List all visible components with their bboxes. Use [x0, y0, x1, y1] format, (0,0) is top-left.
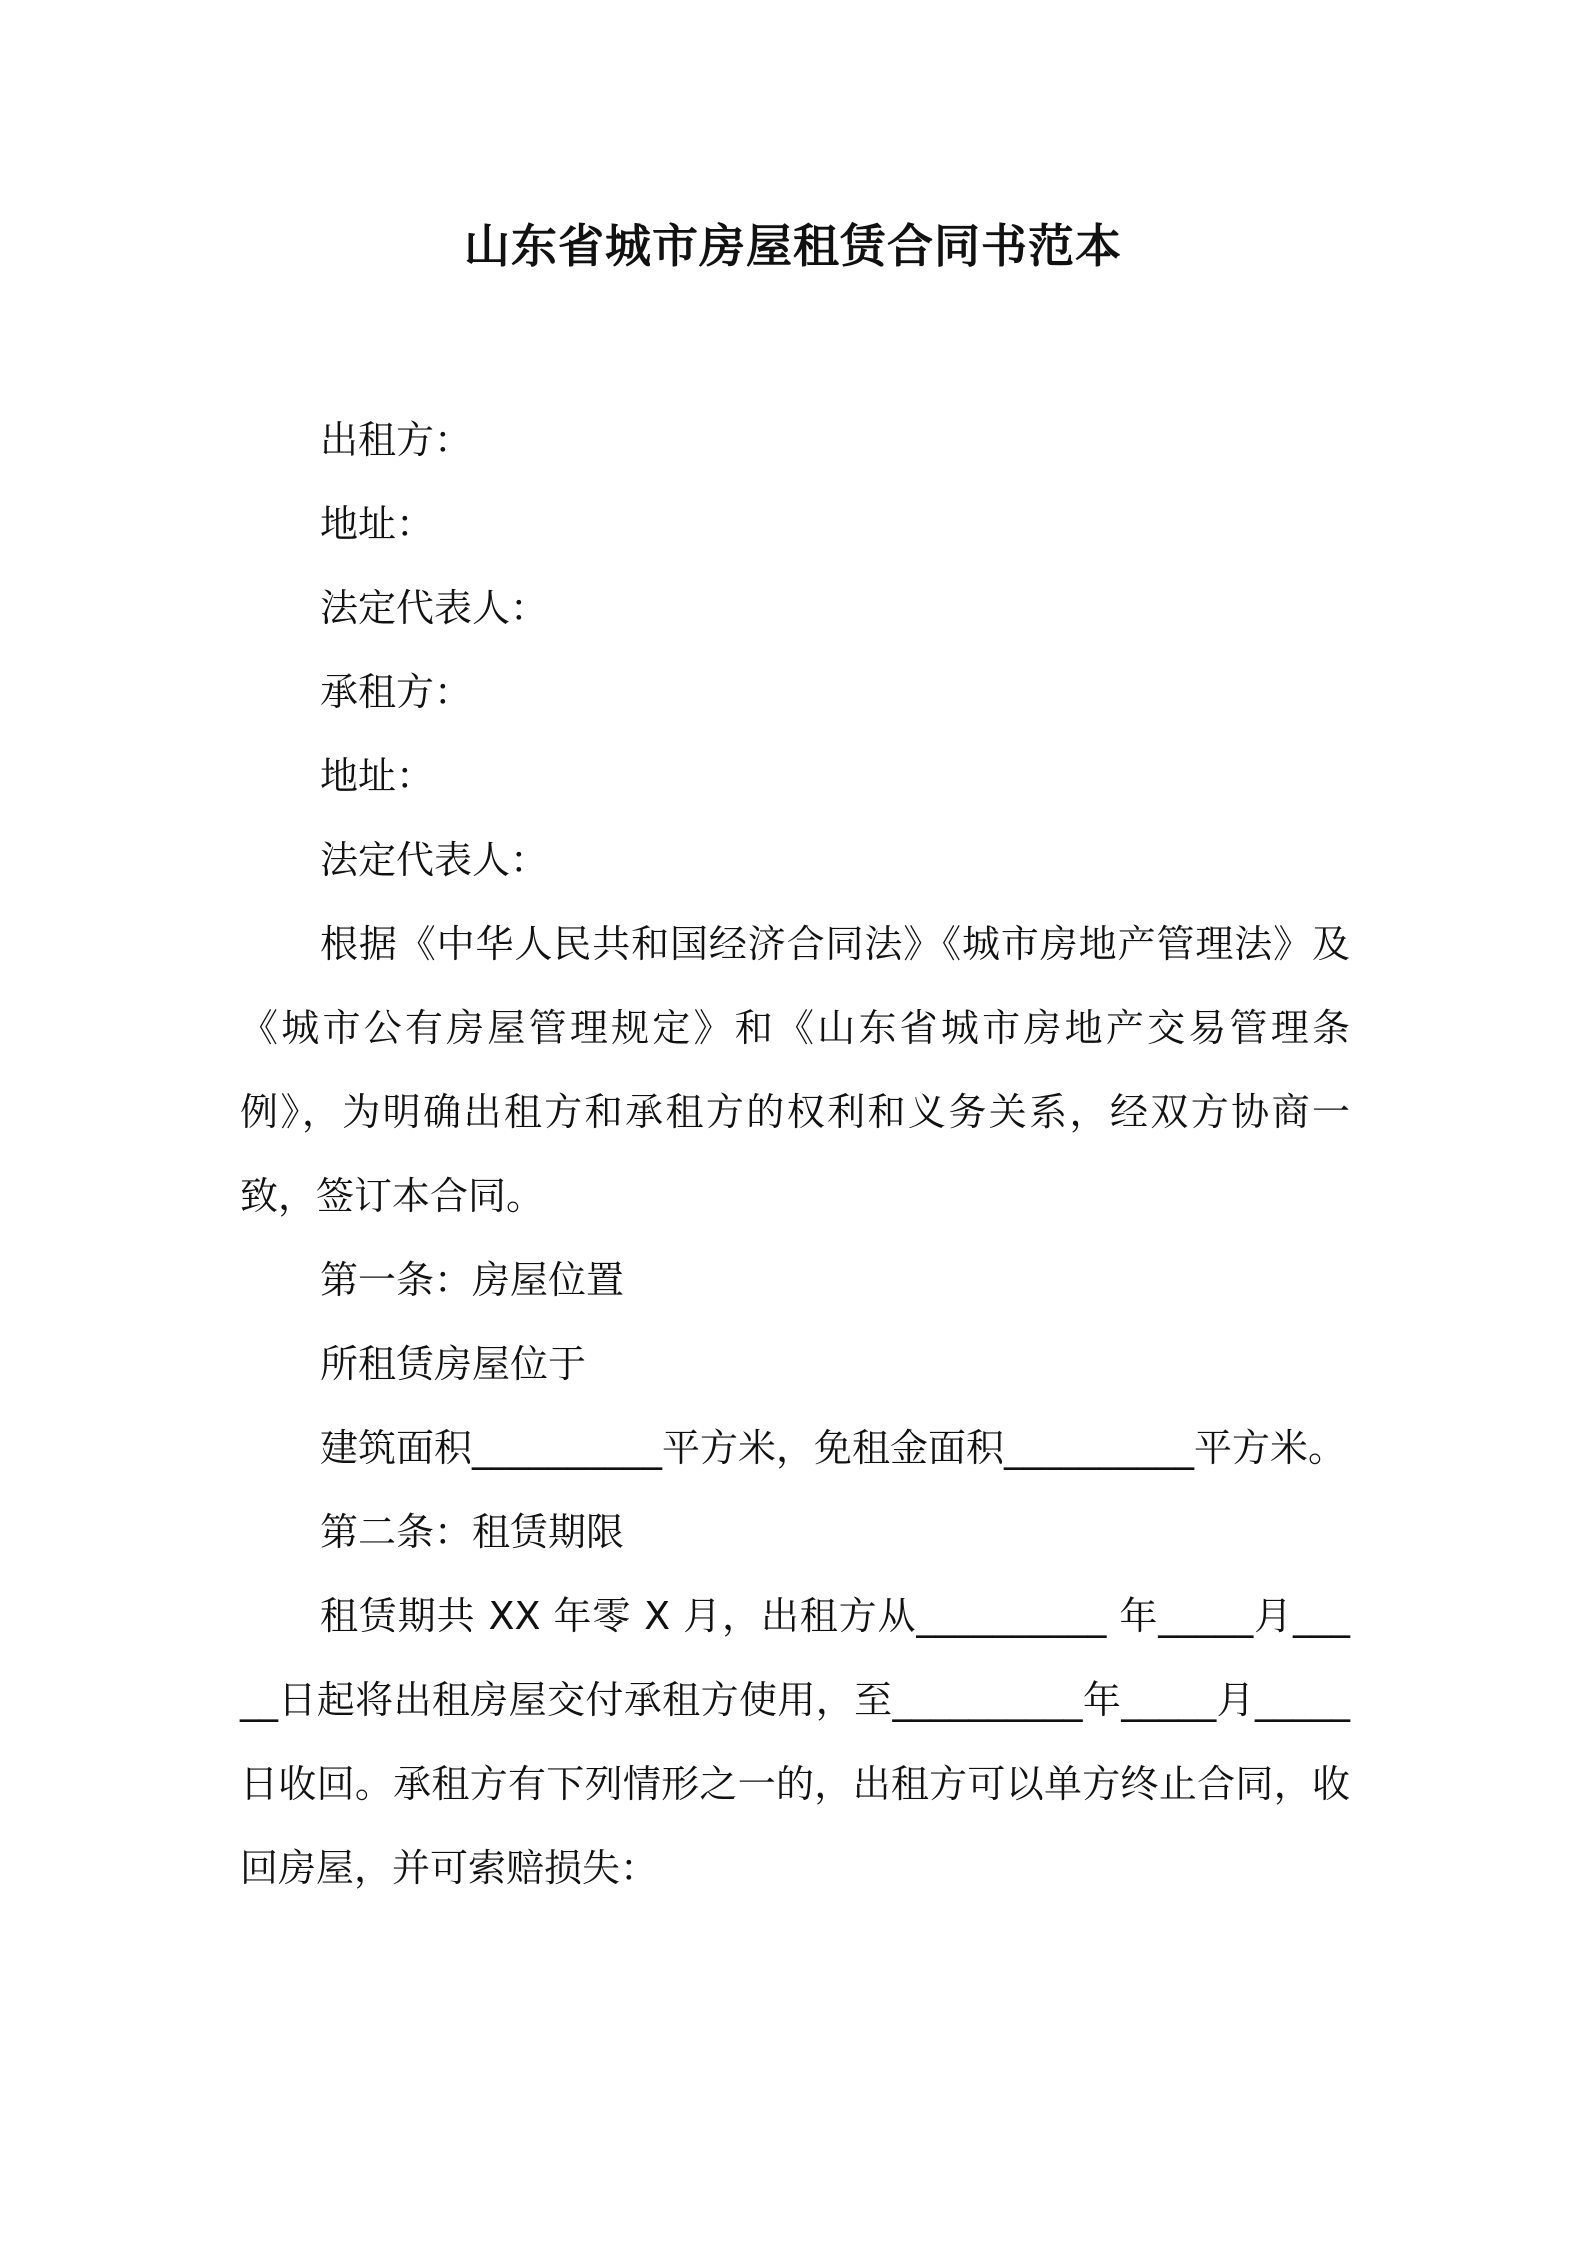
- article-2-heading: 第二条：租赁期限: [320, 1510, 625, 1554]
- lessee-legal-representative-label: 法定代表人：: [320, 838, 549, 882]
- lessor-label: 出租方：: [320, 418, 473, 462]
- lease-term-paragraph: 租赁期共 XX 年零 X 月，出租方从__________ 年_____月_____日起将出租房屋交付承租方使用，至__________年_____月_____日收回。承租方有下列情形之一的，出租方可以单方终止合同，收回房屋，并可索赔损失：: [240, 1594, 1350, 1890]
- preamble-paragraph: 根据《中华人民共和国经济合同法》《城市房地产管理法》及《城市公有房屋管理规定》和《山东省城市房地产交易管理条例》，为明确出租方和承租方的权利和义务关系，经双方协商一致，签订本合同。: [240, 922, 1350, 1218]
- article-1-heading: 第一条：房屋位置: [320, 1258, 625, 1302]
- lessor-address-label: 地址：: [320, 502, 435, 546]
- area-paragraph: 建筑面积__________平方米，免租金面积__________平方米。: [320, 1426, 1347, 1470]
- house-location-paragraph: 所租赁房屋位于: [320, 1342, 587, 1386]
- document-title: 山东省城市房屋租赁合同书范本: [464, 219, 1122, 273]
- document-body: [240, 398, 1350, 1910]
- lessee-label: 承租方：: [320, 670, 473, 714]
- lessee-address-label: 地址：: [320, 754, 435, 798]
- lessor-legal-representative-label: 法定代表人：: [320, 586, 549, 630]
